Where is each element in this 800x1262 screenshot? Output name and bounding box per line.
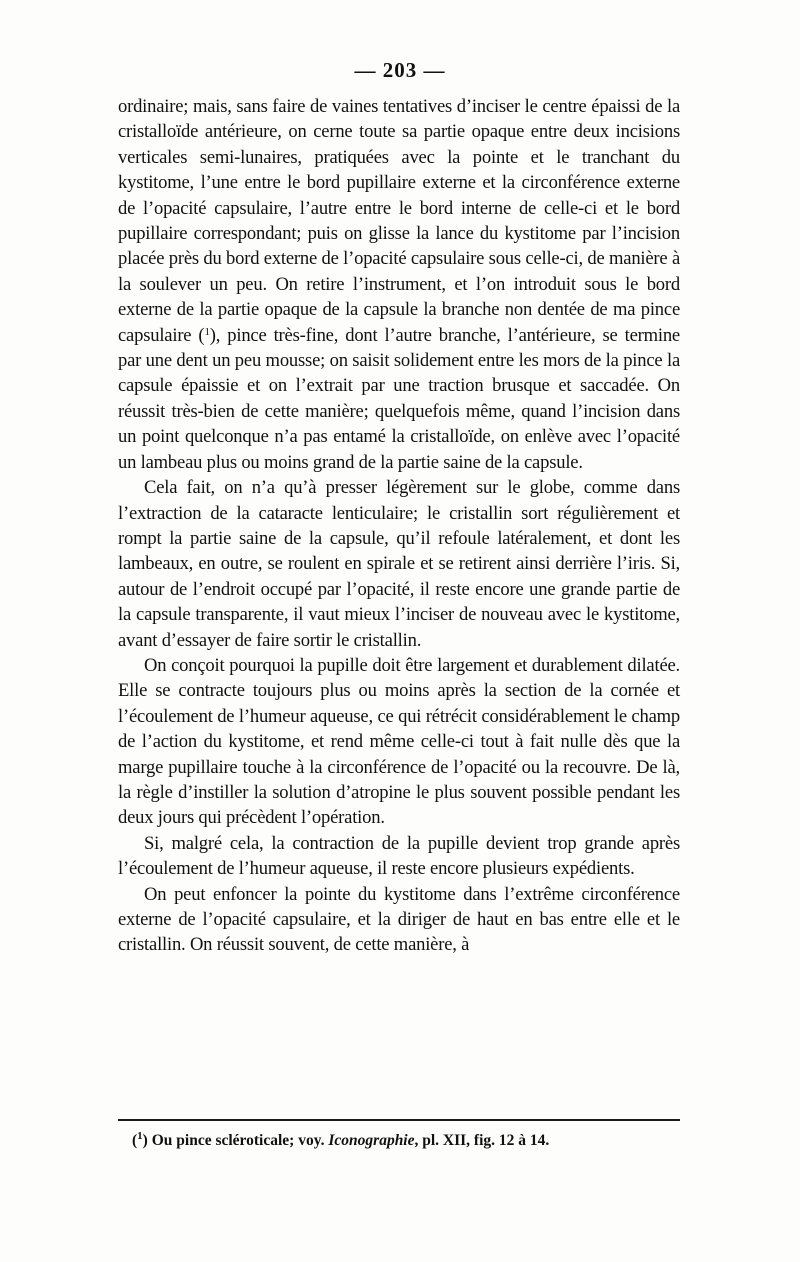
footnote-work-title: Iconographie bbox=[328, 1132, 415, 1149]
body-text bbox=[118, 94, 680, 958]
footnote-text: Ou pince scléroticale; voy. bbox=[151, 1132, 325, 1149]
footnote: ($^1$) Ou pince scléroticale; voy. Iconographie, pl. XII, fig. 12 à 14. bbox=[132, 1130, 550, 1149]
paragraph-3: On conçoit pourquoi la pupille doit être largement et durablement dilatée. Elle se contracte toujours plus ou moins après la section de la cornée et l’écoulement de l’humeur aqueuse, ce qui rétrécit considérablement le champ de l’action du kystitome, et rend même celle-ci tout à fait nulle dès que la marge pupillaire touche à la circonférence de l’opacité ou la recouvre. De là, la règle d’instiller la solution d’atropine le plus souvent possible pendant les deux jours qui précèdent l’opération. bbox=[118, 654, 680, 829]
footnote-mark: 1 bbox=[137, 1130, 143, 1142]
footnote-reference-detail: , pl. XII, fig. 12 à 14. bbox=[414, 1132, 550, 1149]
footnote-divider bbox=[118, 1119, 680, 1121]
paragraph-4: Si, malgré cela, la contraction de la pupille devient trop grande après l’écoulement de l’humeur aqueuse, il reste encore plusieurs expédients. bbox=[118, 832, 680, 880]
paragraph-2: Cela fait, on n’a qu’à presser légèrement sur le globe, comme dans l’extraction de la cataracte lenticulaire; le cristallin sort régulièrement et rompt la partie saine de la capsule, qu’il refoule latéralement, et dont les lambeaux, en outre, se roulent en spirale et se retirent ainsi derrière l’iris. Si, autour de l’endroit occupé par l’opacité, il reste encore une grande partie de la capsule transparente, il vaut mieux l’inciser de nouveau avec le kystitome, avant d’essayer de faire sortir le cristallin. bbox=[118, 477, 680, 651]
footnote-reference: 1 bbox=[204, 325, 210, 338]
paragraph-1-text-continued: , pince très-fine, dont l’autre branche, l’antérieure, se termine par une dent un peu mousse; on saisit solidement entre les mors de la pince la capsule épaissie et on l’extrait par une traction brusque et saccadée. On réussit très-bien de cette manière; quelquefois même, quand l’incision dans un point quelconque n’a pas entamé la cristalloïde, on enlève avec l’opacité un lambeau plus ou moins grand de la partie saine de la capsule. bbox=[118, 324, 680, 473]
paragraph-1: ordinaire; mais, sans faire de vaines tentatives d’inciser le centre épaissi de la cristalloïde antérieure, on cerne toute sa partie opaque entre deux incisions verticales semi-lunaires, pratiquées avec la pointe et le tranchant du kystitome, l’une entre le bord pupillaire externe et la circonférence externe de l’opacité capsulaire, l’autre entre le bord interne de celle-ci et le bord pupillaire correspondant; puis on glisse la lance du kystitome par l’incision placée près du bord externe de l’opacité capsulaire sous celle-ci, de manière à la soulever un peu. On retire l’instrument, et l’on introduit sous le bord externe de la partie opaque de la capsule la branche non dentée de ma pince capsulaire ($^1$), pince très-fine, dont l’autre branche, l’antérieure, se termine par une dent un peu mousse; on saisit solidement entre les mors de la pince la capsule épaissie et on l’extrait par une traction brusque et saccadée. On réussit très-bien de cette manière; quelquefois même, quand l’incision dans un point quelconque n’a pas entamé la cristalloïde, on enlève avec l’opacité un lambeau plus ou moins grand de la partie saine de la capsule. bbox=[118, 96, 680, 473]
paragraph-5: On peut enfoncer la pointe du kystitome dans l’extrême circonférence externe de l’opacité capsulaire, et la diriger de haut en bas entre elle et le cristallin. On réussit souvent, de cette manière, à bbox=[118, 883, 680, 956]
page-number: — 203 — bbox=[354, 58, 446, 82]
paragraph-1-text: ordinaire; mais, sans faire de vaines tentatives d’inciser le centre épaissi de la cristalloïde antérieure, on cerne toute sa partie opaque entre deux incisions verticales semi-lunaires, pratiquées avec la pointe et le tranchant du kystitome, l’une entre le bord pupillaire externe et la circonférence externe de l’opacité capsulaire, l’autre entre le bord interne de celle-ci et le bord pupillaire correspondant; puis on glisse la lance du kystitome par l’incision placée près du bord externe de l’opacité capsulaire sous celle-ci, de manière à la soulever un peu. On retire l’instrument, et l’on introduit sous le bord externe de la partie opaque de la capsule la branche non dentée de ma pince capsulaire bbox=[118, 96, 680, 346]
